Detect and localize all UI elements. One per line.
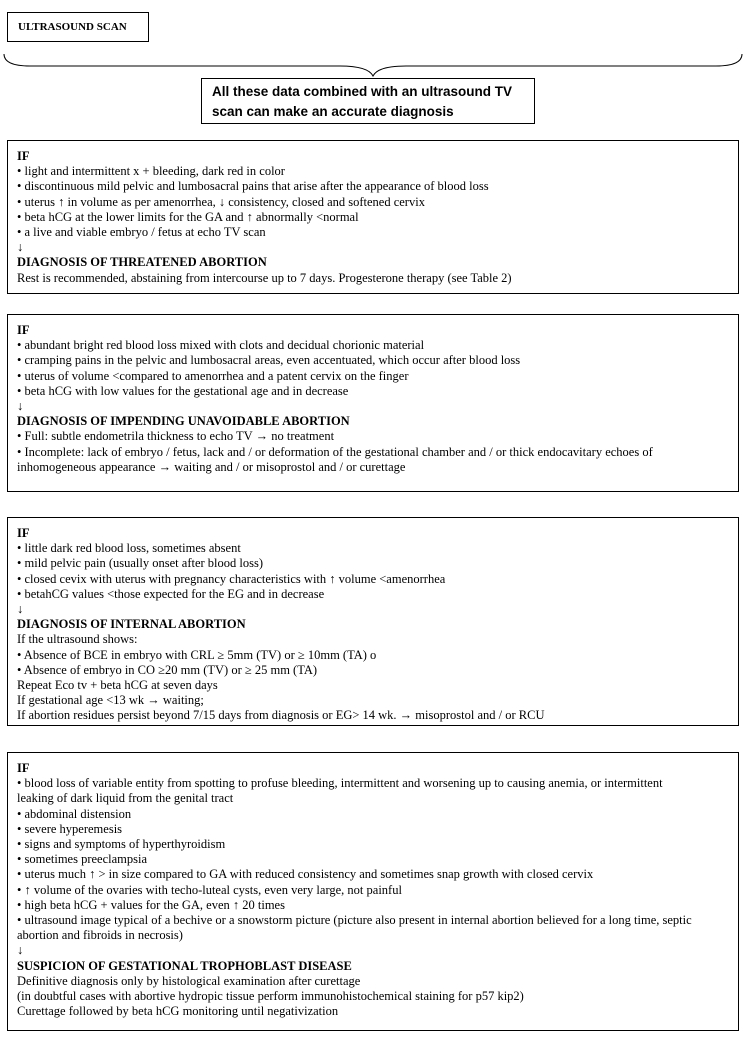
down-arrow-icon: ↓ [17,399,24,414]
criterion-line: • discontinuous mild pelvic and lumbosacral pains that arise after the appearance of blood loss [17,179,489,194]
ultrasound-scan-box [7,12,149,42]
criterion-line: • closed cevix with uterus with pregnancy characteristics with ↑ volume <amenorrhea [17,571,446,586]
criterion-line: • uterus ↑ in volume as per amenorrhea, ↓ consistency, closed and softened cervix [17,194,425,209]
down-arrow-icon: ↓ [17,943,24,958]
criterion-line: • a live and viable embryo / fetus at echo TV scan [17,225,266,240]
management-line: If the ultrasound shows: [17,632,138,647]
management-line: • Full: subtle endometrila thickness to echo TV → no treatment [17,429,335,444]
management-line: • Absence of BCE in embryo with CRL ≥ 5mm (TV) or ≥ 10mm (TA) o [17,647,377,662]
diagnosis-heading: DIAGNOSIS OF IMPENDING UNAVOIDABLE ABORTION [17,414,350,429]
if-heading: IF [17,761,30,775]
ultrasound-scan-label: ULTRASOUND SCAN [18,21,127,33]
if-heading: IF [17,323,30,337]
criterion-line: • mild pelvic pain (usually onset after blood loss) [17,556,263,571]
management-line: Rest is recommended, abstaining from intercourse up to 7 days. Progesterone therapy (see Table 2) [17,270,512,285]
management-line: Definitive diagnosis only by histological examination after curettage [17,973,361,988]
curly-brace [0,48,750,78]
management-line: (in doubtful cases with abortive hydropic tissue perform immunohistochemical staining for p57 kip2) [17,989,524,1004]
management-line: • Absence of embryo in CO ≥20 mm (TV) or ≥ 25 mm (TA) [17,662,318,677]
criterion-line: • betahCG values <those expected for the EG and in decrease [17,586,325,601]
trophoblast-disease-box [7,752,739,1031]
management-line: Repeat Eco tv + beta hCG at seven days [17,678,218,693]
summary-box [201,78,535,124]
unavoidable-abortion-box [7,314,739,492]
criterion-line: • cramping pains in the pelvic and lumbosacral areas, even accentuated, which occur after blood loss [17,353,521,368]
criterion-line: • light and intermittent x + bleeding, dark red in color [17,164,285,179]
criterion-line: • high beta hCG + values for the GA, even ↑ 20 times [17,897,285,912]
criterion-line: • abundant bright red blood loss mixed with clots and decidual chorionic material [17,338,425,353]
criterion-line: • beta hCG with low values for the gestational age and in decrease [17,383,349,398]
criterion-line: • sometimes preeclampsia [17,852,148,867]
criterion-line: • uterus of volume <compared to amenorrhea and a patent cervix on the finger [17,368,409,383]
criterion-line: • beta hCG at the lower limits for the GA and ↑ abnormally <normal [17,209,359,224]
threatened-abortion-box [7,140,739,294]
if-heading: IF [17,526,30,540]
internal-abortion-box [7,517,739,726]
down-arrow-icon: ↓ [17,240,24,255]
summary-line-2: scan can make an accurate diagnosis [212,104,454,119]
if-heading: IF [17,149,30,163]
management-line: If abortion residues persist beyond 7/15 days from diagnosis or EG> 14 wk. → misoprostol and / or RCU [17,708,545,723]
down-arrow-icon: ↓ [17,602,24,617]
management-line: • Incomplete: lack of embryo / fetus, lack and / or deformation of the gestational chamber and / or thick endocavitary echoes of [17,444,653,459]
criterion-line: • little dark red blood loss, sometimes absent [17,541,241,556]
diagnosis-heading: DIAGNOSIS OF INTERNAL ABORTION [17,617,246,632]
criterion-line: • ultrasound image typical of a bechive or a snowstorm picture (picture also present in internal abortion believed for a long time, septic [17,913,692,928]
criterion-line: • ↑ volume of the ovaries with techo-luteal cysts, even very large, not painful [17,882,402,897]
criterion-line: • signs and symptoms of hyperthyroidism [17,837,226,852]
criterion-line: • blood loss of variable entity from spotting to profuse bleeding, intermittent and worsening up to causing anemia, or intermittent [17,776,663,791]
summary-line-1: All these data combined with an ultrasound TV [212,84,513,99]
criterion-line: leaking of dark liquid from the genital tract [17,791,234,806]
management-line: If gestational age <13 wk → waiting; [17,693,204,708]
diagnosis-heading: DIAGNOSIS OF THREATENED ABORTION [17,255,267,270]
management-line: inhomogeneous appearance → waiting and / or misoprostol and / or curettage [17,459,406,474]
criterion-line: • uterus much ↑ > in size compared to GA with reduced consistency and sometimes snap growth with closed cervix [17,867,594,882]
management-line: Curettage followed by beta hCG monitoring until negativization [17,1004,339,1019]
diagnosis-heading: SUSPICION OF GESTATIONAL TROPHOBLAST DISEASE [17,958,352,973]
criterion-line: • abdominal distension [17,806,132,821]
criterion-line: abortion and fibroids in necrosis) [17,928,183,943]
criterion-line: • severe hyperemesis [17,821,123,836]
